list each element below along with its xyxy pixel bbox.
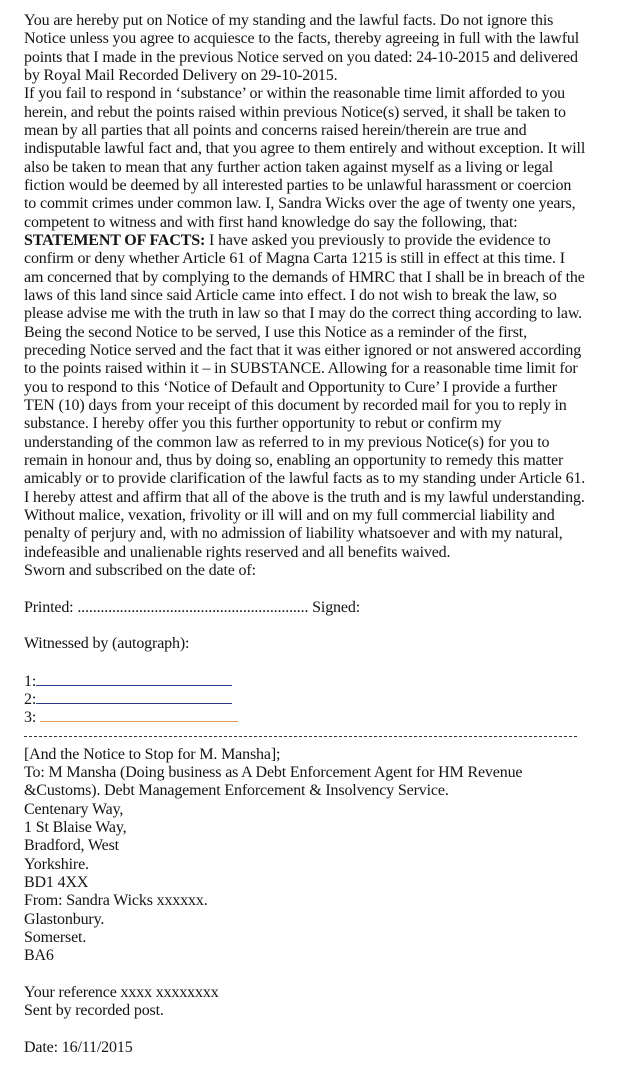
text-line: TEN (10) days from your receipt of this document by recorded mail for you to reply in [24,396,567,414]
address-block [24,746,624,966]
statement-of-facts [24,232,624,580]
text-line: please advise me with the truth in law so that I may do the correct thing according to law. [24,305,583,323]
notice-intro [24,12,624,232]
text-line: am concerned that by complying to the demands of HMRC that I shall be in breach of the [24,268,585,286]
text-line [24,232,624,250]
witness-line-2 [24,690,624,708]
text-line: You are hereby put on Notice of my standing and the lawful facts. Do not ignore this [24,12,554,29]
witness-label: 2: [24,691,37,709]
address-line: Somerset. [24,929,87,947]
text-line: to commit crimes under common law. I, Sandra Wicks over the age of twenty one years, [24,195,576,213]
text-line: substance. I hereby offer you this further opportunity to rebut or confirm my [24,415,502,433]
printed-signed-line: Printed: ............................................................ Signed: [24,598,361,616]
text-line: remain in honour and, thus by doing so, enabling an opportunity to remedy this matter [24,451,564,469]
text-line: Sworn and subscribed on the date of: [24,561,256,579]
address-line: Yorkshire. [24,855,89,873]
address-line: Glastonbury. [24,910,105,928]
text-line: amicably or to provide clarification of the lawful facts as to my standing under Article 61. [24,470,586,488]
notice-document [24,12,624,1057]
text-line: preceding Notice served and the fact that it was either ignored or not answered according [24,341,582,359]
address-line: [And the Notice to Stop for M. Mansha]; [24,745,281,763]
text-line: Without malice, vexation, frivolity or ill will and on my full commercial liability and [24,506,555,524]
text-line: Notice unless you agree to acquiesce to the facts, thereby agreeing in full with the lawful [24,30,580,48]
text-line: by Royal Mail Recorded Delivery on 29-10-2015. [24,66,338,84]
text-line: penalty of perjury and, with no admission of liability whatsoever and with my natural, [24,525,563,543]
text-line: understanding of the common law as referred to in my previous Notice(s) for you to [24,433,550,451]
witness-label: 1: [24,672,37,690]
dashed-divider [24,727,577,737]
statement-first-text: I have asked you previously to provide the evidence to [205,231,551,249]
text-line: herein, and rebut the points raised within previous Notice(s) served, it shall be taken to [24,103,566,121]
text-line: competent to witness and with first hand knowledge do say the following, that: [24,213,518,231]
text-line: indisputable lawful fact and, that you agree to them entirely and without exception. It will [24,140,586,158]
text-line: you to respond to this ‘Notice of Default and Opportunity to Cure’ I provide a further [24,378,557,396]
address-line: Centenary Way, [24,800,124,818]
witnessed-by-label: Witnessed by (autograph): [24,635,190,653]
sent-by-line: Sent by recorded post. [24,1002,164,1020]
text-line: mean by all parties that all points and concerns raised herein/therein are true and [24,121,527,139]
address-line: BD1 4XX [24,874,89,892]
address-line: To: M Mansha (Doing business as A Debt Enforcement Agent for HM Revenue [24,764,523,782]
text-line: also be taken to mean that any further action taken against myself as a living or legal [24,158,553,176]
address-line: From: Sandra Wicks xxxxxx. [24,892,208,910]
text-line: to the points raised within it – in SUBSTANCE. Allowing for a reasonable time limit for [24,360,578,378]
date-line: Date: 16/11/2015 [24,1039,133,1057]
text-line: confirm or deny whether Article 61 of Magna Carta 1215 is still in effect at this time. I [24,250,565,268]
witness-signature-field [40,708,238,722]
witness-signature-field [36,672,232,686]
text-line: points that I made in the previous Notice served on you dated: 24-10-2015 and delivered [24,48,578,66]
reference-line: Your reference xxxx xxxxxxxx [24,984,219,1002]
address-line: BA6 [24,947,54,965]
witness-line-3 [24,708,624,726]
address-line: 1 St Blaise Way, [24,819,127,837]
text-line: laws of this land since said Article came into effect. I do not wish to break the law, so [24,286,557,304]
witness-signature-field [36,690,232,704]
witness-label: 3: [24,709,37,727]
witness-line-1 [24,672,624,690]
text-line: Being the second Notice to be served, I use this Notice as a reminder of the first, [24,323,527,341]
text-line: indefeasible and unalienable rights reserved and all benefits waived. [24,543,451,561]
text-line: If you fail to respond in ‘substance’ or within the reasonable time limit afforded to you [24,85,566,103]
text-line: fiction would be deemed by all interested parties to be unlawful harassment or coercion [24,176,572,194]
address-line: Bradford, West [24,837,119,855]
statement-heading: STATEMENT OF FACTS: [24,231,206,249]
text-line: I hereby attest and affirm that all of the above is the truth and is my lawful understanding. [24,488,585,506]
address-line: &Customs). Debt Management Enforcement & Insolvency Service. [24,782,449,800]
